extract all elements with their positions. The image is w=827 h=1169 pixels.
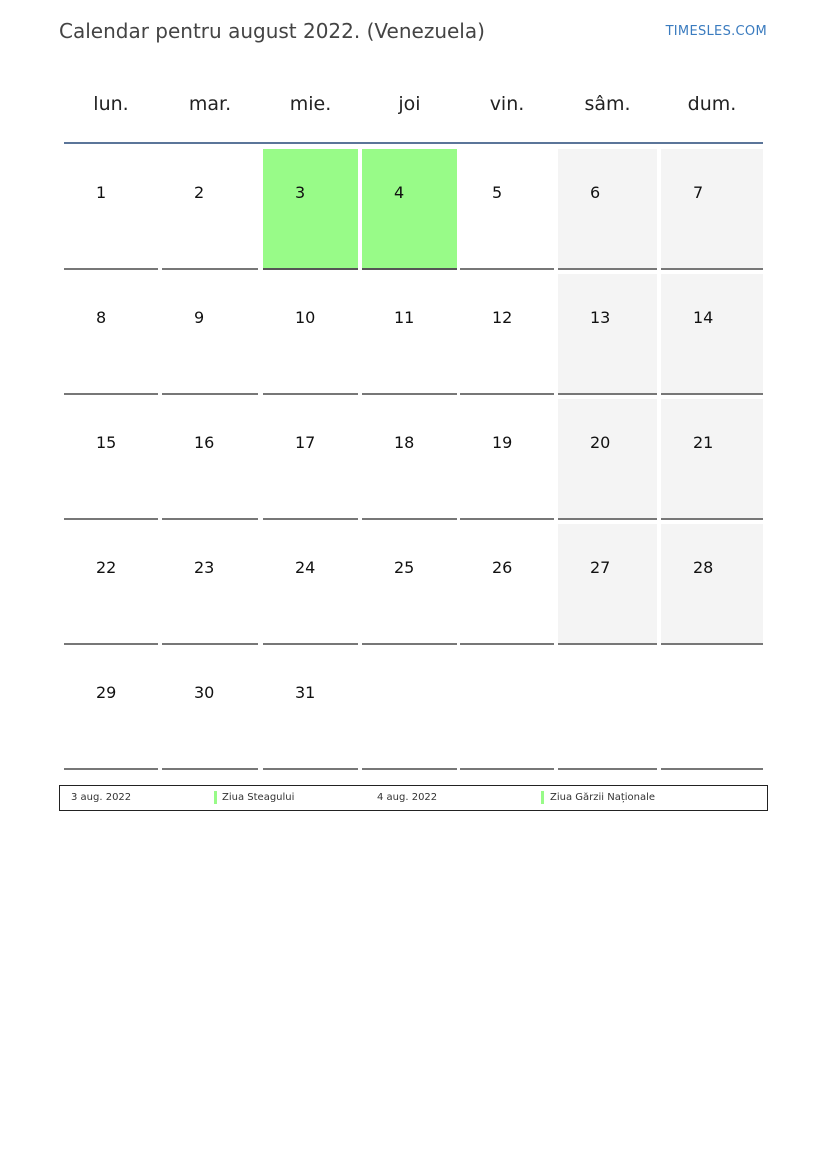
calendar-day-cell[interactable] [263,524,358,645]
calendar-day-cell[interactable] [263,649,358,770]
calendar-day-cell[interactable] [162,274,258,395]
day-number: 30 [194,683,215,702]
day-number: 22 [96,558,117,577]
weekday-label-sun: dum. [687,93,737,115]
calendar-day-cell[interactable] [263,149,358,270]
day-number: 21 [693,433,714,452]
brand-link[interactable]: TIMESLES.COM [665,24,767,39]
day-number: 24 [295,558,316,577]
calendar-day-cell[interactable] [362,524,457,645]
day-number: 2 [194,183,205,202]
day-number: 10 [295,308,316,327]
day-number: 16 [194,433,215,452]
calendar-empty-cell [661,649,763,770]
calendar-day-cell[interactable] [162,524,258,645]
calendar-day-cell[interactable] [460,399,554,520]
calendar-empty-cell [362,649,457,770]
calendar-day-cell[interactable] [558,524,657,645]
day-number: 3 [295,183,306,202]
calendar-day-cell[interactable] [64,274,158,395]
legend-holiday-name-1: Ziua Steagului [222,792,295,803]
weekday-label-sat: sâm. [584,93,631,115]
header-divider [64,142,763,144]
calendar-day-cell[interactable] [362,274,457,395]
calendar-empty-cell [460,649,554,770]
calendar-day-cell[interactable] [558,399,657,520]
calendar-day-cell[interactable] [263,399,358,520]
day-number: 31 [295,683,316,702]
calendar-day-cell[interactable] [558,274,657,395]
day-number: 17 [295,433,316,452]
legend-holiday-name-2: Ziua Gărzii Naționale [550,792,656,803]
day-number: 26 [492,558,513,577]
weekday-label-fri: vin. [489,93,525,115]
calendar-day-cell[interactable] [162,149,258,270]
calendar-day-cell[interactable] [64,649,158,770]
day-number: 5 [492,183,503,202]
calendar-day-cell[interactable] [64,524,158,645]
day-number: 19 [492,433,513,452]
weekday-label-mon: lun. [93,93,129,115]
legend-date-1: 3 aug. 2022 [71,792,132,803]
calendar-day-cell[interactable] [162,399,258,520]
day-number: 13 [590,308,611,327]
calendar-day-cell[interactable] [661,399,763,520]
calendar-day-cell[interactable] [661,524,763,645]
calendar-day-cell[interactable] [362,399,457,520]
page-title: Calendar pentru august 2022. (Venezuela) [59,19,485,43]
weekday-header-row [64,85,763,123]
day-number: 4 [394,183,405,202]
holiday-legend [59,785,768,811]
calendar-day-cell[interactable] [64,149,158,270]
day-number: 14 [693,308,714,327]
legend-date-2: 4 aug. 2022 [377,792,438,803]
day-number: 27 [590,558,611,577]
day-number: 6 [590,183,601,202]
calendar-day-cell[interactable] [263,274,358,395]
holiday-color-marker [214,791,217,804]
holiday-color-marker [541,791,544,804]
weekday-label-wed: mie. [289,93,332,115]
day-number: 11 [394,308,415,327]
day-number: 1 [96,183,107,202]
day-number: 12 [492,308,513,327]
day-number: 9 [194,308,205,327]
calendar-day-cell[interactable] [661,149,763,270]
day-number: 25 [394,558,415,577]
calendar-day-cell[interactable] [661,274,763,395]
calendar-day-cell[interactable] [460,274,554,395]
day-number: 15 [96,433,117,452]
calendar-empty-cell [558,649,657,770]
calendar-day-cell[interactable] [558,149,657,270]
day-number: 8 [96,308,107,327]
calendar-day-cell[interactable] [460,524,554,645]
weekday-label-thu: joi [398,93,421,115]
weekday-label-tue: mar. [188,93,232,115]
day-number: 28 [693,558,714,577]
calendar-day-cell[interactable] [162,649,258,770]
day-number: 18 [394,433,415,452]
day-number: 20 [590,433,611,452]
day-number: 29 [96,683,117,702]
day-number: 23 [194,558,215,577]
calendar-day-cell[interactable] [460,149,554,270]
day-number: 7 [693,183,704,202]
calendar-day-cell[interactable] [64,399,158,520]
calendar-day-cell[interactable] [362,149,457,270]
